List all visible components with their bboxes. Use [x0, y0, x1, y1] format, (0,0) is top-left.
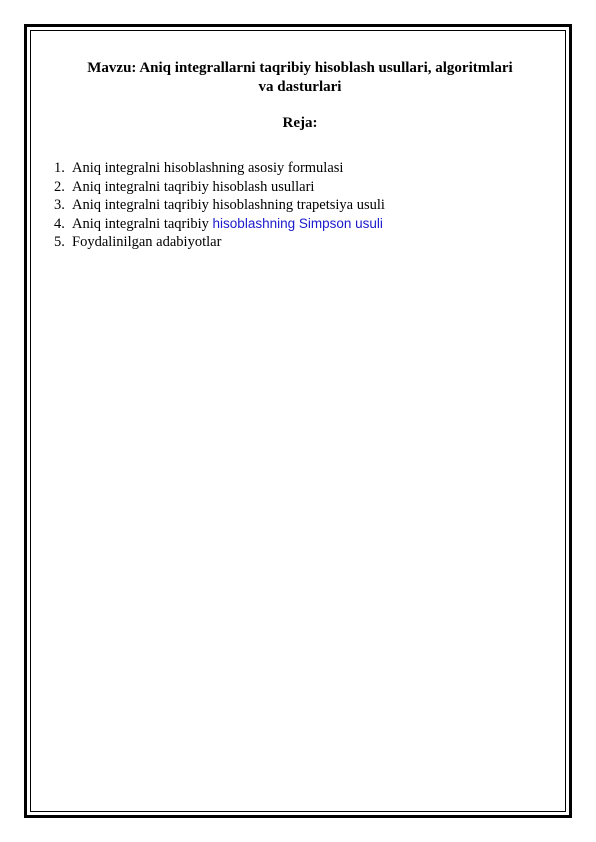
- page-border: [24, 24, 572, 818]
- plan-item-number: 2.: [54, 178, 65, 195]
- page-border-inner: [30, 30, 566, 812]
- plan-item-text: Aniq integralni hisoblashning asosiy formulasi: [72, 160, 344, 176]
- title-line-1: Mavzu: Aniq integrallarni taqribiy hisoblash usullari, algoritmlari: [87, 60, 513, 76]
- plan-item-number: 1.: [54, 160, 65, 176]
- title-line-2: va dasturlari: [258, 79, 342, 95]
- plan-item-text: Aniq integralni taqribiy hisoblashning trapetsiya usuli: [72, 197, 385, 213]
- plan-item: [54, 159, 385, 178]
- plan-item-number: 5.: [54, 234, 65, 250]
- plan-item-text: Aniq integralni taqribiy: [72, 215, 213, 232]
- document-title: [30, 59, 570, 97]
- plan-item: [54, 233, 385, 252]
- plan-item: [54, 196, 385, 215]
- plan-item-number: 3.: [54, 197, 65, 213]
- plan-item-number: 4.: [54, 215, 65, 232]
- plan-item-text: Aniq integralni taqribiy hisoblash usullari: [72, 178, 315, 195]
- plan-item: [54, 215, 385, 234]
- plan-heading: Reja:: [282, 115, 318, 131]
- plan-item-text: Foydalinilgan adabiyotlar: [72, 234, 222, 250]
- plan-item: [54, 178, 385, 197]
- simpson-link[interactable]: hisoblashning Simpson usuli: [212, 215, 383, 231]
- plan-list: [54, 159, 385, 252]
